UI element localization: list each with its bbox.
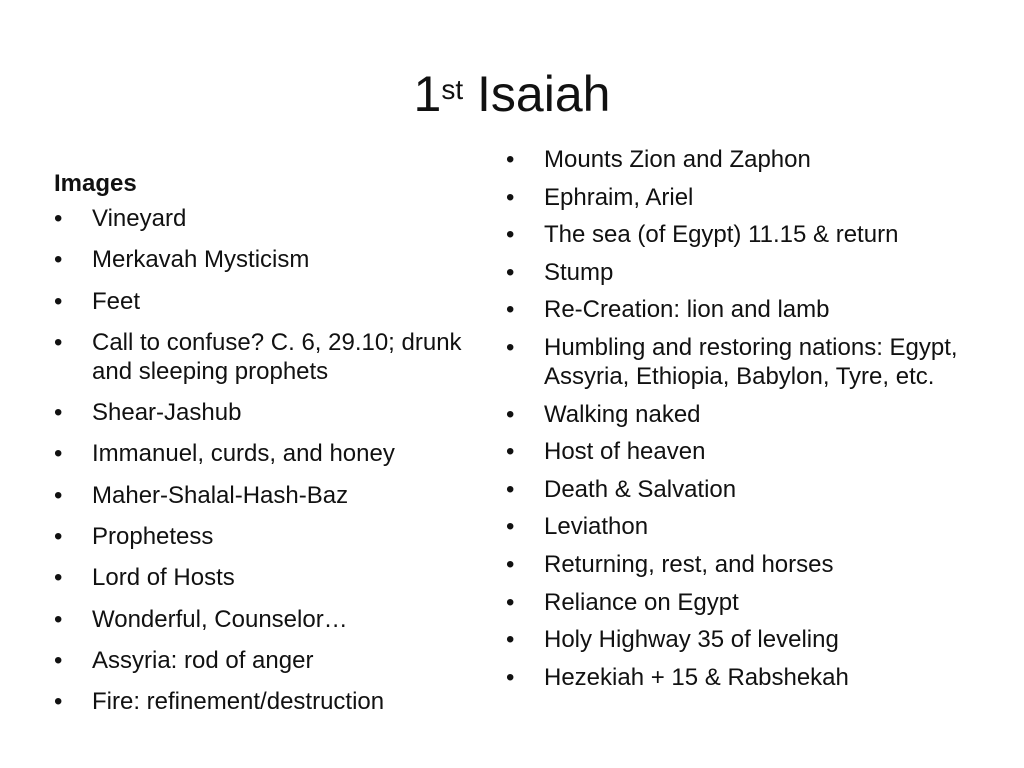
list-item-text: Reliance on Egypt — [544, 588, 739, 616]
list-item — [506, 295, 976, 324]
list-item — [506, 512, 976, 541]
list-item — [506, 550, 976, 579]
bullet-icon: • — [506, 626, 515, 654]
bullet-icon: • — [54, 399, 63, 427]
list-item — [506, 625, 976, 654]
list-item — [54, 245, 484, 274]
right-column — [506, 145, 976, 700]
bullet-icon: • — [506, 513, 515, 541]
list-item — [506, 663, 976, 692]
list-item-text: Lord of Hosts — [92, 564, 235, 592]
list-item — [506, 258, 976, 287]
bullet-icon: • — [54, 205, 63, 232]
list-item-text: Re-Creation: lion and lamb — [544, 296, 830, 324]
list-item — [54, 204, 484, 233]
list-item-text: Mounts Zion and Zaphon — [544, 146, 811, 173]
bullet-icon: • — [506, 258, 515, 286]
list-item — [506, 588, 976, 617]
list-item-text: Wonderful, Counselor… — [92, 605, 348, 633]
list-item-text: Returning, rest, and horses — [544, 550, 834, 578]
list-item-text: Feet — [92, 287, 141, 315]
list-item — [54, 646, 484, 675]
title-text: Isaiah — [477, 66, 611, 122]
bullet-icon: • — [506, 146, 515, 173]
list-item-text: Hezekiah + 15 & Rabshekah — [544, 663, 849, 691]
list-item-text: Immanuel, curds, and honey — [92, 440, 395, 468]
left-bullet-list — [54, 204, 484, 716]
list-item-text: Prophetess — [92, 523, 214, 551]
list-item — [54, 328, 484, 386]
bullet-icon: • — [506, 400, 515, 428]
left-column-heading: Images — [54, 170, 137, 197]
list-item-text: Leviathon — [544, 513, 649, 541]
list-item-text: Vineyard — [92, 205, 187, 232]
bullet-icon: • — [54, 440, 63, 468]
left-column — [54, 166, 484, 729]
list-item — [506, 333, 976, 391]
list-item — [506, 145, 976, 174]
bullet-icon: • — [506, 438, 515, 466]
list-item-text: Stump — [544, 258, 614, 286]
list-item-text: Death & Salvation — [544, 475, 737, 503]
bullet-icon: • — [506, 588, 515, 616]
list-item — [54, 287, 484, 316]
bullet-icon: • — [506, 183, 515, 211]
bullet-icon: • — [54, 328, 63, 356]
list-item — [54, 398, 484, 427]
list-item-text: Holy Highway 35 of leveling — [544, 626, 839, 654]
list-item — [506, 183, 976, 212]
list-item-text: Humbling and restoring nations: Egypt, Assyria, Ethiopia, Babylon, Tyre, etc. — [544, 333, 958, 390]
list-item — [54, 563, 484, 592]
bullet-icon: • — [54, 481, 63, 509]
bullet-icon: • — [506, 333, 515, 361]
list-item — [506, 400, 976, 429]
list-item — [506, 437, 976, 466]
bullet-icon: • — [54, 523, 63, 551]
list-item-text: Host of heaven — [544, 438, 706, 466]
list-item-text: Assyria: rod of anger — [92, 646, 314, 674]
bullet-icon: • — [506, 663, 515, 691]
list-item-text: Ephraim, Ariel — [544, 183, 694, 211]
list-item-text: Merkavah Mysticism — [92, 246, 310, 274]
list-item-text: The sea (of Egypt) 11.15 & return — [544, 221, 899, 249]
list-item — [54, 687, 484, 716]
right-bullet-list — [506, 145, 976, 692]
bullet-icon: • — [54, 605, 63, 633]
list-item — [54, 481, 484, 510]
bullet-icon: • — [54, 688, 63, 716]
list-item — [54, 439, 484, 468]
bullet-icon: • — [54, 246, 63, 274]
list-item-text: Walking naked — [544, 400, 701, 428]
list-item-text: Maher-Shalal-Hash-Baz — [92, 481, 349, 509]
list-item — [506, 220, 976, 249]
bullet-icon: • — [54, 564, 63, 592]
title-number: 1 — [413, 66, 442, 122]
bullet-icon: • — [506, 296, 515, 324]
list-item — [54, 522, 484, 551]
list-item-text: Fire: refinement/destruction — [92, 688, 385, 716]
list-item — [506, 475, 976, 504]
bullet-icon: • — [506, 221, 515, 249]
bullet-icon: • — [54, 646, 63, 674]
bullet-icon: • — [506, 550, 515, 578]
list-item — [54, 605, 484, 634]
slide-title — [0, 62, 1024, 126]
bullet-icon: • — [54, 287, 63, 315]
list-item-text: Call to confuse? C. 6, 29.10; drunk and sleeping prophets — [92, 328, 462, 385]
title-superscript: st — [441, 74, 464, 105]
bullet-icon: • — [506, 475, 515, 503]
list-item-text: Shear-Jashub — [92, 399, 242, 427]
